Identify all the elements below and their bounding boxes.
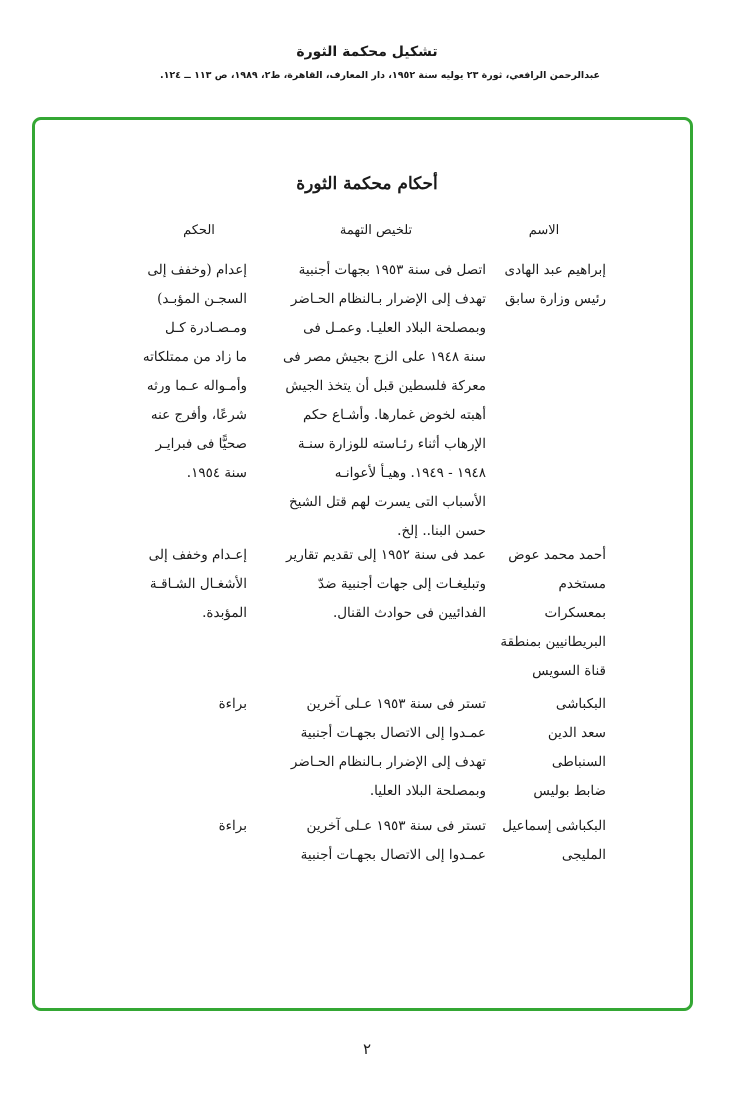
table-row-4-name: البكباشى إسماعيل المليجى <box>502 818 606 863</box>
page-number: ٢ <box>362 1040 372 1058</box>
source-citation: عبدالرحمن الرافعي، ثورة ٢٣ يوليه سنة ١٩٥٢، دار المعارف، القاهرة، ط٢، ١٩٨٩، ص ١١٣ ــ ١٢٤. <box>159 70 601 81</box>
column-header-name: الاسم <box>528 223 560 238</box>
table-row-1-name: إبراهيم عبد الهادى رئيس وزارة سابق <box>504 262 606 307</box>
table-row-3-charge: تستر فى سنة ١٩٥٣ عـلى آخرين عمـدوا إلى الاتصال بجهـات أجنبية تهدف إلى الإضرار بـالنظام الحـاضر وبمصلحة البلاد العليا. <box>290 696 486 799</box>
table-row-3-name: البكباشى سعد الدين السنباطى ضابط بوليس <box>533 696 606 799</box>
table-row-3-verdict: براءة <box>218 696 247 712</box>
column-header-verdict: الحكم <box>183 223 215 238</box>
header-title: تشكيل محكمة الثورة <box>296 44 438 60</box>
document-title: أحكام محكمة الثورة <box>296 174 438 194</box>
table-row-1-verdict: إعدام (وخفف إلى السجـن المؤبـد) ومـصـادرة كـل ما زاد من ممتلكاته وأمـواله عـما ورثه شرعًا، وأفرج عنه صحيًّا فى فبرايـر سنة ١٩٥٤. <box>142 262 247 481</box>
table-row-4-verdict: براءة <box>218 818 247 834</box>
table-row-4-charge: تستر فى سنة ١٩٥٣ عـلى آخرين عمـدوا إلى الاتصال بجهـات أجنبية <box>300 818 486 863</box>
table-row-2-verdict: إعـدام وخفف إلى الأشغـال الشـاقـة المؤبدة. <box>148 547 247 621</box>
column-header-charge: تلخيص التهمة <box>339 223 413 238</box>
table-row-2-charge: عمد فى سنة ١٩٥٢ إلى تقديم تقارير وتبليغـات إلى جهات أجنبية ضدّ الفدائيين فى حوادث القنال. <box>285 547 486 621</box>
table-row-2-name: أحمد محمد عوض مستخدم بمعسكرات البريطانيين بمنطقة قناة السويس <box>500 547 606 679</box>
table-row-1-charge: اتصل فى سنة ١٩٥٣ بجهات أجنبية تهدف إلى الإضرار بـالنظام الحـاضر وبمصلحة البلاد العليـا. وعمـل فى سنة ١٩٤٨ على الزج بجيش مصر فى معركة فلسطين قبل أن يتخذ الجيش أهبته لخوض غمارها. وأشـاع حكم الإرهاب أثناء رئـاسته للوزارة سنـة ١٩٤٨ - ١٩٤٩. وهيـأ لأعوانـه الأسباب التى يسرت لهم قتل الشيخ حسن البنا.. إلخ. <box>282 262 486 539</box>
